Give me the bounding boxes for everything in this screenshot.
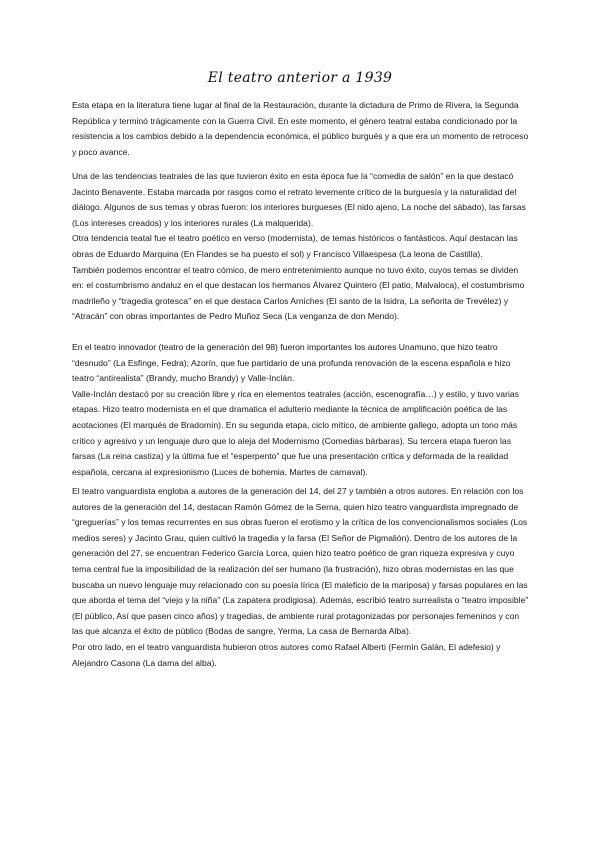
section-tendencias — [72, 169, 532, 325]
paragraph: En el teatro innovador (teatro de la generación del 98) fueron importantes los autores Unamuno, que hizo teatro “desnudo” (La Esfinge, Fedra); Azorín, que fue partidario de una profunda renovación de la escena española e hizo teatro “antirealista” (Brandy, mucho Brandy) y Valle-Inclán. — [72, 342, 511, 384]
document-title: El teatro anterior a 1939 — [207, 70, 393, 86]
paragraph: Valle-Inclán destacó por su creación libre y rica en elementos teatrales (acción, escenografía…) y estilo, y tuvo varias etapas. Hizo teatro modernista en el que dramatica el adulterio mediante la técnica de amplificación poética de las acotaciones (El marqués de Bradomín). En su segunda etapa, ciclo mítico, de ambiente gallego, adopta un tono más crítico y agresivo y un lenguaje duro que lo aleja del Modernismo (Comedias bárbaras). Su tercera etapa fueron las farsas (La reina castiza) y la última fue el “esperpento” que fue una presentación crítica y deformada de la realidad española, cercana al expresionismo (Luces de bohemia, Martes de carnaval). — [72, 388, 519, 477]
section-teatro-vanguardista — [72, 484, 532, 671]
paragraph: El teatro vanguardista engloba a autores de la generación del 14, del 27 y también a otros autores. En relación con los autores de la generación del 14, destacan Ramón Gómez de la Serna, quien hizo teatro vanguardista impregnado de “greguerías” y los temas recurrentes en sus obras fueron el erotismo y la crítica de los convencionalismos sociales (Los medios seres) y Jacinto Grau, quien cultivó la tragedia y la farsa (El Señor de Pigmalión). Dentro de los autores de la generación del 27, se encuentran Federico García Lorca, quien hizo teatro poético de gran riqueza expresiva y cuyo tema central fue la imposibilidad de la realización del ser humano (la frustración), hizo obras modernistas en las que buscaba un nuevo lenguaje muy relacionado con su poesía lírica (El maleficio de la mariposa) y farsas populares en las que aborda el tema del “viejo y la niña” (La zapatera prodigiosa). Además, escribió teatro surrealista o “teatro imposible” (El público, Así que pasen cinco años) y tragedias, de ambiente rural protagonizadas por personajes femeninos y con las que alcanza el éxito de público (Bodas de sangre, Yerma, La casa de Bernarda Alba). — [72, 486, 529, 637]
paragraph: También podemos encontrar el teatro cómico, de mero entretenimiento aunque no tuvo éxito, cuyos temas se dividen en: el costumbrismo andaluz en el que destacan los hermanos Álvarez Quintero (El patio, Malvaloca), el costumbrismo madrileño y “tragedia grotesca” en el que destaca Carlos Arniches (El santo de la Isidra, La señorita de Trevélez) y “Atracán” con obras importantes de Pedro Muñoz Seca (La venganza de don Mendo). — [72, 264, 525, 322]
paragraph: Otra tendencia teatal fue el teatro poético en verso (modernista), de temas históricos o fantásticos. Aquí destacan las obras de Eduardo Marquina (En Flandes se ha puesto el sol) y Francisco Villaespesa (La leona de Castilla). — [72, 233, 518, 259]
section-teatro-innovador — [72, 340, 532, 480]
paragraph: Por otro lado, en el teatro vanguardista hubieron otros autores como Rafael Alberti (Fermín Galán, El adefesio) y Alejandro Casona (La dama del alba). — [72, 641, 501, 668]
paragraph: Esta etapa en la literatura tiene lugar al final de la Restauración, durante la dictadura de Primo de Rivera, la Segunda República y terminó trágicamente con la Guerra Civil. En este momento, el género teatral estaba condicionado por la resistencia a los cambios debido a la dependencia económica, el público burgués y a que era un momento de retroceso y poco avance. — [72, 100, 529, 157]
paragraph: Una de las tendencias teatrales de las que tuvieron éxito en esta época fue la “comedia de salón” en la que destacó Jacinto Benavente. Estaba marcada por rasgos como el retrato levemente crítico de la burguesía y la naturalidad del diálogo. Algunos de sus temas y obras fueron: los interiores burgueses (El nido ajeno, La noche del sábado), las farsas (Los intereses creados) y los interiores rurales (La malquerida). — [72, 171, 526, 228]
paragraph-intro — [72, 98, 532, 160]
